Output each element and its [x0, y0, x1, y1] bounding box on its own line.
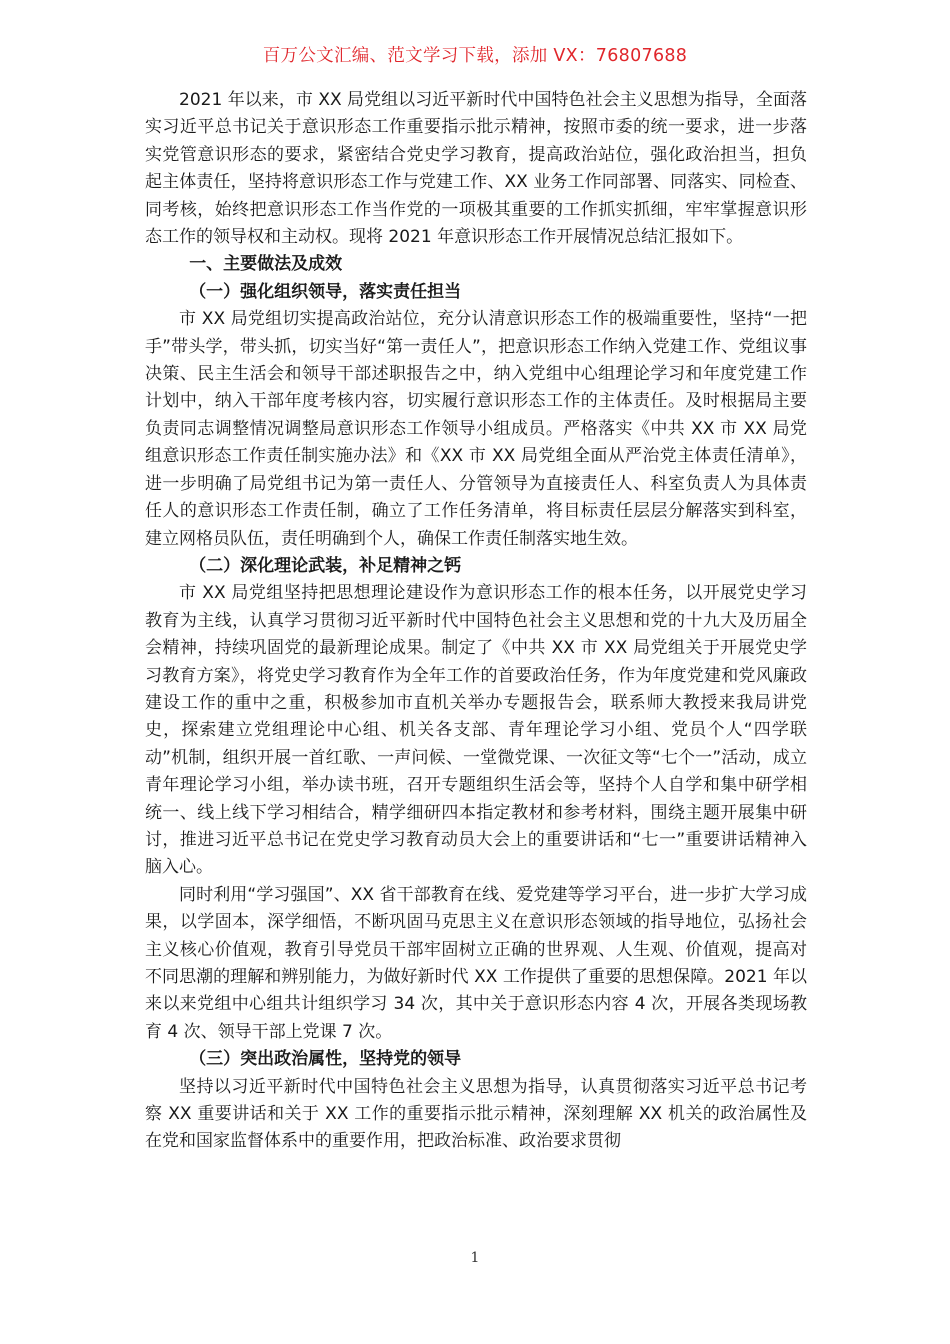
document-body — [145, 87, 807, 1156]
section-heading-1: 一、主要做法及成效 — [189, 254, 343, 275]
page-number: 1 — [470, 1250, 480, 1266]
subsection-heading-2: （二）深化理论武装，补足精神之钙 — [189, 555, 462, 576]
intro-paragraph: 2021 年以来，市 XX 局党组以习近平新时代中国特色社会主义思想为指导，全面落实习近平总书记关于意识形态工作重要指示批示精神，按照市委的统一要求，进一步落实党管意识形态的要求，紧密结合党史学习教育，提高政治站位，强化政治担当，担负起主体责任，坚持将意识形态工作与党建工作、XX 业务工作同部署、同落实、同检查、同考核，始终把意识形态工作当作党的一项极其重要的工作抓实抓细，牢牢掌握意识形态工作的领导权和主动权。现将 2021 年意识形态工作开展情况总结汇报如下。 — [145, 90, 807, 248]
subsection-2-paragraph-2: 同时利用“学习强国”、XX 省干部教育在线、爱党建等学习平台，进一步扩大学习成果，以学固本，深学细悟，不断巩固马克思主义在意识形态领域的指导地位，弘扬社会主义核心价值观，教育引导党员干部牢固树立正确的世界观、人生观、价值观，提高对不同思潮的理解和辨别能力，为做好新时代 XX 工作提供了重要的思想保障。2021 年以来以来党组中心组共计组织学习 34 次，其中关于意识形态内容 4 次，开展各类现场教育 4 次、领导干部上党课 7 次。 — [145, 884, 807, 1042]
subsection-heading-1: （一）强化组织领导，落实责任担当 — [189, 281, 462, 302]
subsection-heading-3: （三）突出政治属性，坚持党的领导 — [189, 1049, 462, 1070]
subsection-1-paragraph-1: 市 XX 局党组切实提高政治站位，充分认清意识形态工作的极端重要性，坚持“一把手”带头学，带头抓，切实当好“第一责任人”，把意识形态工作纳入党建工作、党组议事决策、民主生活会和领导干部述职报告之中，纳入党组中心组理论学习和年度党建工作计划中，纳入干部年度考核内容，切实履行意识形态工作的主体责任。及时根据局主要负责同志调整情况调整局意识形态工作领导小组成员。严格落实《中共 XX 市 XX 局党组意识形态工作责任制实施办法》和《XX 市 XX 局党组全面从严治党主体责任清单》，进一步明确了局党组书记为第一责任人、分管领导为直接责任人、科室负责人为具体责任人的意识形态工作责任制，确立了工作任务清单，将目标责任层层分解落实到科室，建立网格员队伍，责任明确到个人，确保工作责任制落实地生效。 — [145, 309, 807, 549]
subsection-2-paragraph-1: 市 XX 局党组坚持把思想理论建设作为意识形态工作的根本任务，以开展党史学习教育为主线，认真学习贯彻习近平新时代中国特色社会主义思想和党的十九大及历届全会精神，持续巩固党的最新理论成果。制定了《中共 XX 市 XX 局党组关于开展党史学习教育方案》，将党史学习教育作为全年工作的首要政治任务，作为年度党建和党风廉政建设工作的重中之重，积极参加市直机关举办专题报告会，联系师大教授来我局讲党史，探索建立党组理论中心组、机关各支部、青年理论学习小组、党员个人“四学联动”机制，组织开展一首红歌、一声问候、一堂微党课、一次征文等“七个一”活动，成立青年理论学习小组，举办读书班，召开专题组织生活会等，坚持个人自学和集中研学相统一、线上线下学习相结合，精学细研四本指定教材和参考材料，围绕主题开展集中研讨，推进习近平总书记在党史学习教育动员大会上的重要讲话和“七一”重要讲话精神入脑入心。 — [145, 583, 807, 878]
subsection-3-paragraph-1: 坚持以习近平新时代中国特色社会主义思想为指导，认真贯彻落实习近平总书记考察 XX 重要讲话和关于 XX 工作的重要指示批示精神，深刻理解 XX 机关的政治属性及在党和国家监督体系中的重要作用，把政治标准、政治要求贯彻 — [145, 1076, 807, 1152]
header-banner: 百万公文汇编、范文学习下载，添加 VX：76807688 — [262, 46, 688, 66]
